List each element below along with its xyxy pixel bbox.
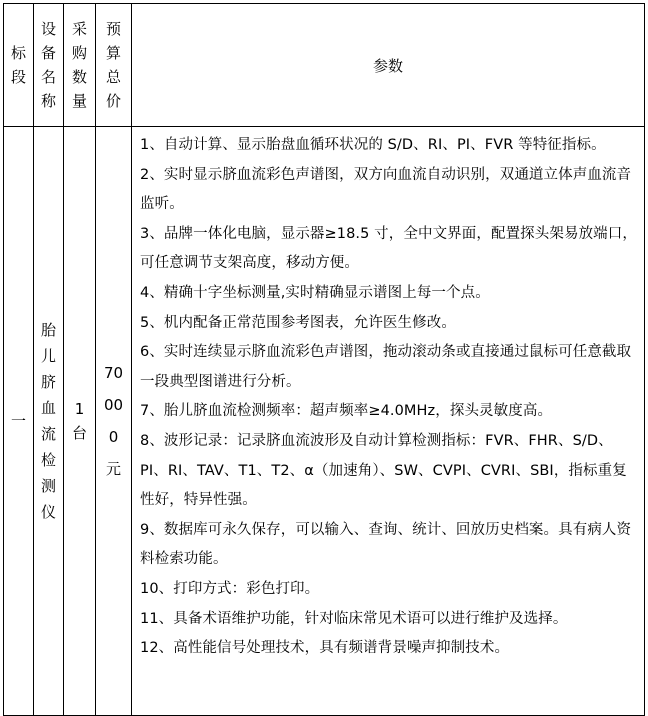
param-item-12: 12、高性能信号处理技术，具有频谱背景噪声抑制技术。 <box>140 640 510 657</box>
param-item-2: 2、实时显示脐血流彩色声谱图，双方向血流自动识别，双通道立体声血流音监听。 <box>140 166 632 213</box>
device-name-value: 胎儿脐血流检测仪 <box>40 321 56 521</box>
param-item-10: 10、打印方式：彩色打印。 <box>140 580 320 597</box>
param-item-5: 5、机内配备正常范围参考图表，允许医生修改。 <box>140 314 456 331</box>
header-params <box>132 4 645 127</box>
param-item-9: 9、数据库可永久保存，可以输入、查询、统计、回放历史档案。具有病人资料检索功能。 <box>140 521 632 568</box>
header-budget <box>96 4 132 127</box>
procurement-spec-table <box>3 3 645 716</box>
header-lot <box>4 4 34 127</box>
lot-value: 一 <box>10 412 26 430</box>
header-lot-label: 标段 <box>10 44 26 86</box>
param-item-4: 4、精确十字坐标测量,实时精确显示谱图上每一个点。 <box>140 284 490 301</box>
header-quantity <box>64 4 96 127</box>
header-device-name-label: 设备名称 <box>40 20 56 110</box>
cell-lot <box>4 127 34 716</box>
param-item-8: 8、波形记录：记录脐血流波形及自动计算检测指标：FVR、FHR、S/D、PI、RI、TAV、T1、T2、α（加速角）、SW、CVPI、CVRI、SBI，指标重复性好，特异性强。 <box>140 432 627 509</box>
param-item-7: 7、胎儿脐血流检测频率：超声频率≥4.0MHz，探头灵敏度高。 <box>140 403 553 420</box>
cell-parameters <box>132 127 645 716</box>
cell-budget <box>96 127 132 716</box>
item-row <box>4 127 645 716</box>
header-quantity-label: 采购数量 <box>71 20 87 110</box>
param-item-1: 1、自动计算、显示胎盘血循环状况的 S/D、RI、PI、FVR 等特征指标。 <box>140 137 606 153</box>
param-item-6: 6、实时连续显示脐血流彩色声谱图，拖动滚动条或直接通过鼠标可任意截取一段典型图谱进行分析。 <box>140 344 632 390</box>
param-item-3: 3、品牌一体化电脑，显示器≥18.5 寸，全中文界面，配置探头架易放端口，可任意调节支架高度，移动方便。 <box>140 225 637 272</box>
param-item-11: 11、具备术语维护功能，针对临床常见术语可以进行维护及选择。 <box>140 610 568 627</box>
cell-quantity <box>64 127 96 716</box>
cell-device-name <box>34 127 64 716</box>
header-row <box>4 4 645 127</box>
header-params-label: 参数 <box>372 56 403 75</box>
header-budget-label: 预算总价 <box>105 20 121 110</box>
quantity-value: 1台 <box>71 400 87 442</box>
budget-value: 70000元 <box>103 364 124 478</box>
header-device-name <box>34 4 64 127</box>
